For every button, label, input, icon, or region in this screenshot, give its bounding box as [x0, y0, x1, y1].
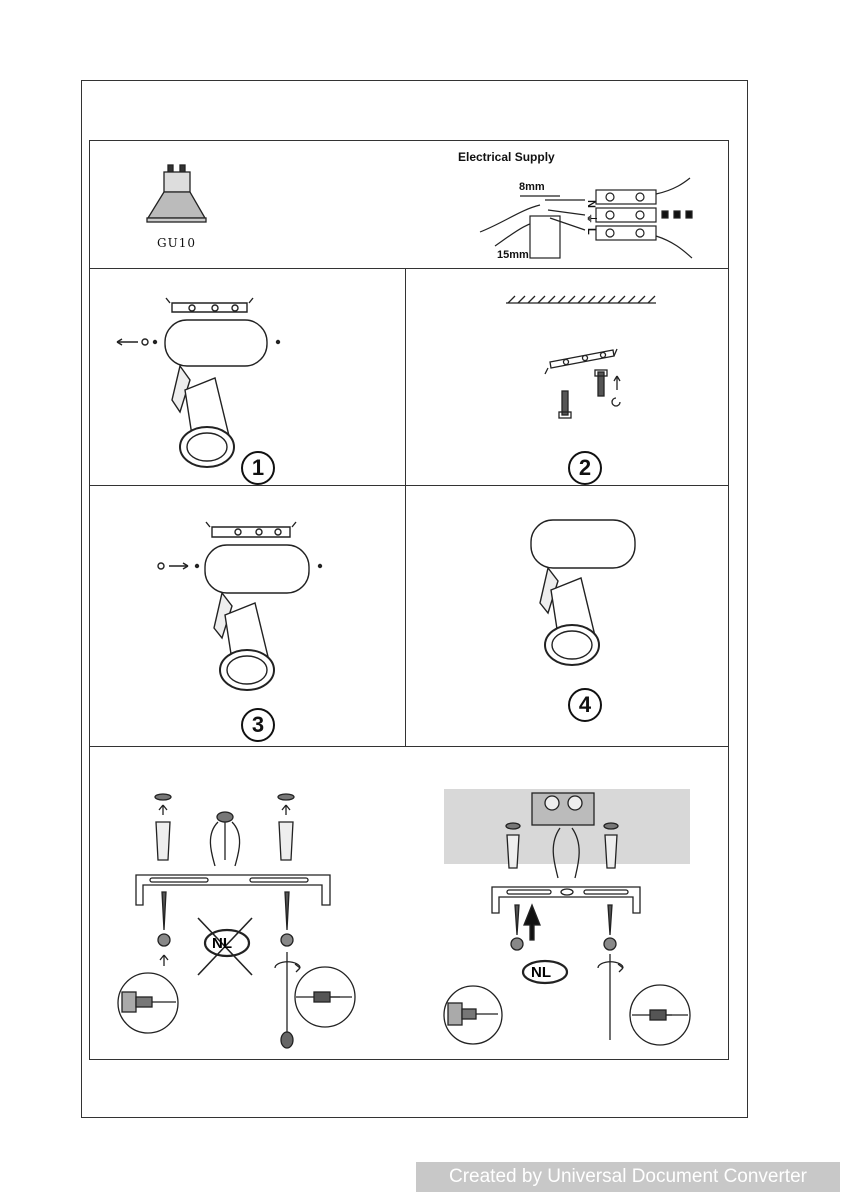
- terminal-labels: [585, 200, 598, 235]
- terminal-label-earth: ⏚: [585, 213, 597, 224]
- fixture-step4-icon: [531, 520, 635, 665]
- junction-box-diagram-icon: [444, 789, 690, 1045]
- step-number-1: 1: [241, 451, 275, 485]
- step-number-2: 2: [568, 451, 602, 485]
- nl-badge: NL: [531, 964, 551, 981]
- step-number-3: 3: [241, 708, 275, 742]
- converter-watermark: Created by Universal Document Converter: [416, 1162, 840, 1192]
- ceiling-bracket-step2-icon: [506, 296, 656, 418]
- fixture-step1-icon: [117, 298, 280, 467]
- strip-length-label: 8mm: [519, 181, 545, 193]
- supply-title: Electrical Supply: [458, 150, 555, 164]
- fixture-step3-icon: [158, 522, 322, 690]
- sheath-length-label: 15mm: [497, 249, 529, 261]
- mounting-plugs-diagram-icon: [118, 794, 355, 1048]
- terminal-label-l: L: [585, 228, 597, 235]
- bulb-label: GU10: [157, 236, 196, 250]
- gu10-bulb-icon: [147, 165, 206, 222]
- step-number-4: 4: [568, 688, 602, 722]
- nl-badge-crossed: NL: [212, 935, 232, 952]
- terminal-label-n: N: [585, 200, 597, 208]
